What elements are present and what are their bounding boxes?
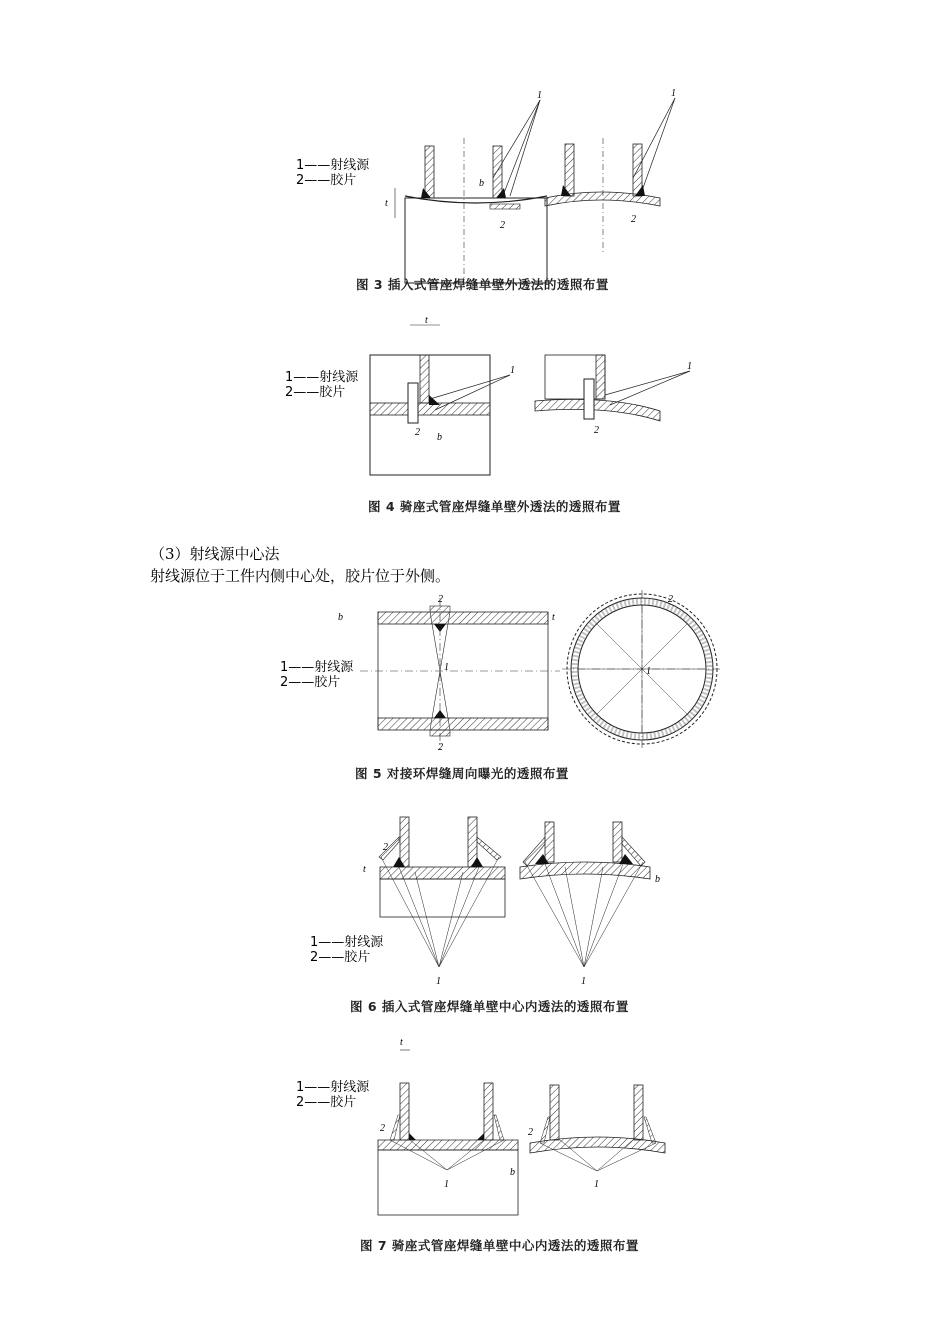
source-label-right: 1 [581, 976, 586, 987]
distance-label: b [437, 432, 442, 443]
source-label: 1 [436, 976, 441, 987]
legend-item-source: 1——射线源 [310, 935, 384, 950]
ring-film-label: 2 [668, 594, 673, 605]
legend-item-film: 2——胶片 [280, 675, 341, 690]
source-label: 1 [537, 90, 542, 101]
figure-7-caption: 图 7 骑座式管座焊缝单壁中心内透法的透照布置 [360, 1238, 639, 1253]
thickness-label: t [425, 315, 428, 326]
legend-fig4 [285, 370, 358, 400]
section-body: 射线源位于工件内侧中心处，胶片位于外侧。 [150, 567, 451, 585]
legend-item-film: 2——胶片 [296, 1095, 357, 1110]
legend-item-source: 1——射线源 [296, 1080, 370, 1095]
figure-5-diagram [330, 590, 720, 760]
figure-4-caption: 图 4 骑座式管座焊缝单壁外透法的透照布置 [368, 499, 621, 514]
thickness-label: t [363, 864, 366, 875]
figure-6-diagram [355, 812, 675, 992]
legend-item-film: 2——胶片 [285, 385, 346, 400]
figure-6-caption: 图 6 插入式管座焊缝单壁中心内透法的透照布置 [350, 999, 629, 1014]
legend-item-source: 1——射线源 [285, 370, 359, 385]
figure-4-diagram [360, 315, 700, 485]
distance-label: b [510, 1167, 515, 1178]
film-label-right: 2 [594, 425, 599, 436]
film-label-right: 2 [528, 1127, 533, 1138]
figure-3-diagram [375, 88, 675, 273]
distance-label: b [479, 178, 484, 189]
thickness-label: t [400, 1037, 403, 1048]
film-label: 2 [415, 427, 420, 438]
source-label-right: 1 [594, 1179, 599, 1190]
film-label-right: 2 [631, 214, 636, 225]
section-heading: （3）射线源中心法 [150, 545, 280, 563]
film-label: 2 [380, 1123, 385, 1134]
legend-item-film: 2——胶片 [296, 173, 357, 188]
source-label-right: 1 [687, 361, 692, 372]
source-label: 1 [444, 1179, 449, 1190]
distance-label: b [655, 874, 660, 885]
figure-5-caption: 图 5 对接环焊缝周向曝光的透照布置 [355, 766, 569, 781]
thickness-label: t [552, 612, 555, 623]
ring-source-label: 1 [646, 666, 651, 677]
film-label-top: 2 [438, 594, 443, 605]
legend-fig7 [296, 1080, 369, 1110]
film-label: 2 [500, 220, 505, 231]
legend-item-source: 1——射线源 [296, 158, 370, 173]
film-label-bottom: 2 [438, 742, 443, 753]
source-label-right: 1 [671, 88, 676, 99]
distance-label: b [338, 612, 343, 623]
legend-item-source: 1——射线源 [280, 660, 354, 675]
source-label: 1 [510, 365, 515, 376]
figure-7-diagram [370, 1035, 680, 1220]
source-label: 1 [444, 662, 449, 673]
thickness-label: t [385, 198, 388, 209]
legend-item-film: 2——胶片 [310, 950, 371, 965]
film-label: 2 [383, 842, 388, 853]
figure-3-caption: 图 3 插入式管座焊缝单壁外透法的透照布置 [356, 277, 609, 292]
legend-fig3 [296, 158, 369, 188]
